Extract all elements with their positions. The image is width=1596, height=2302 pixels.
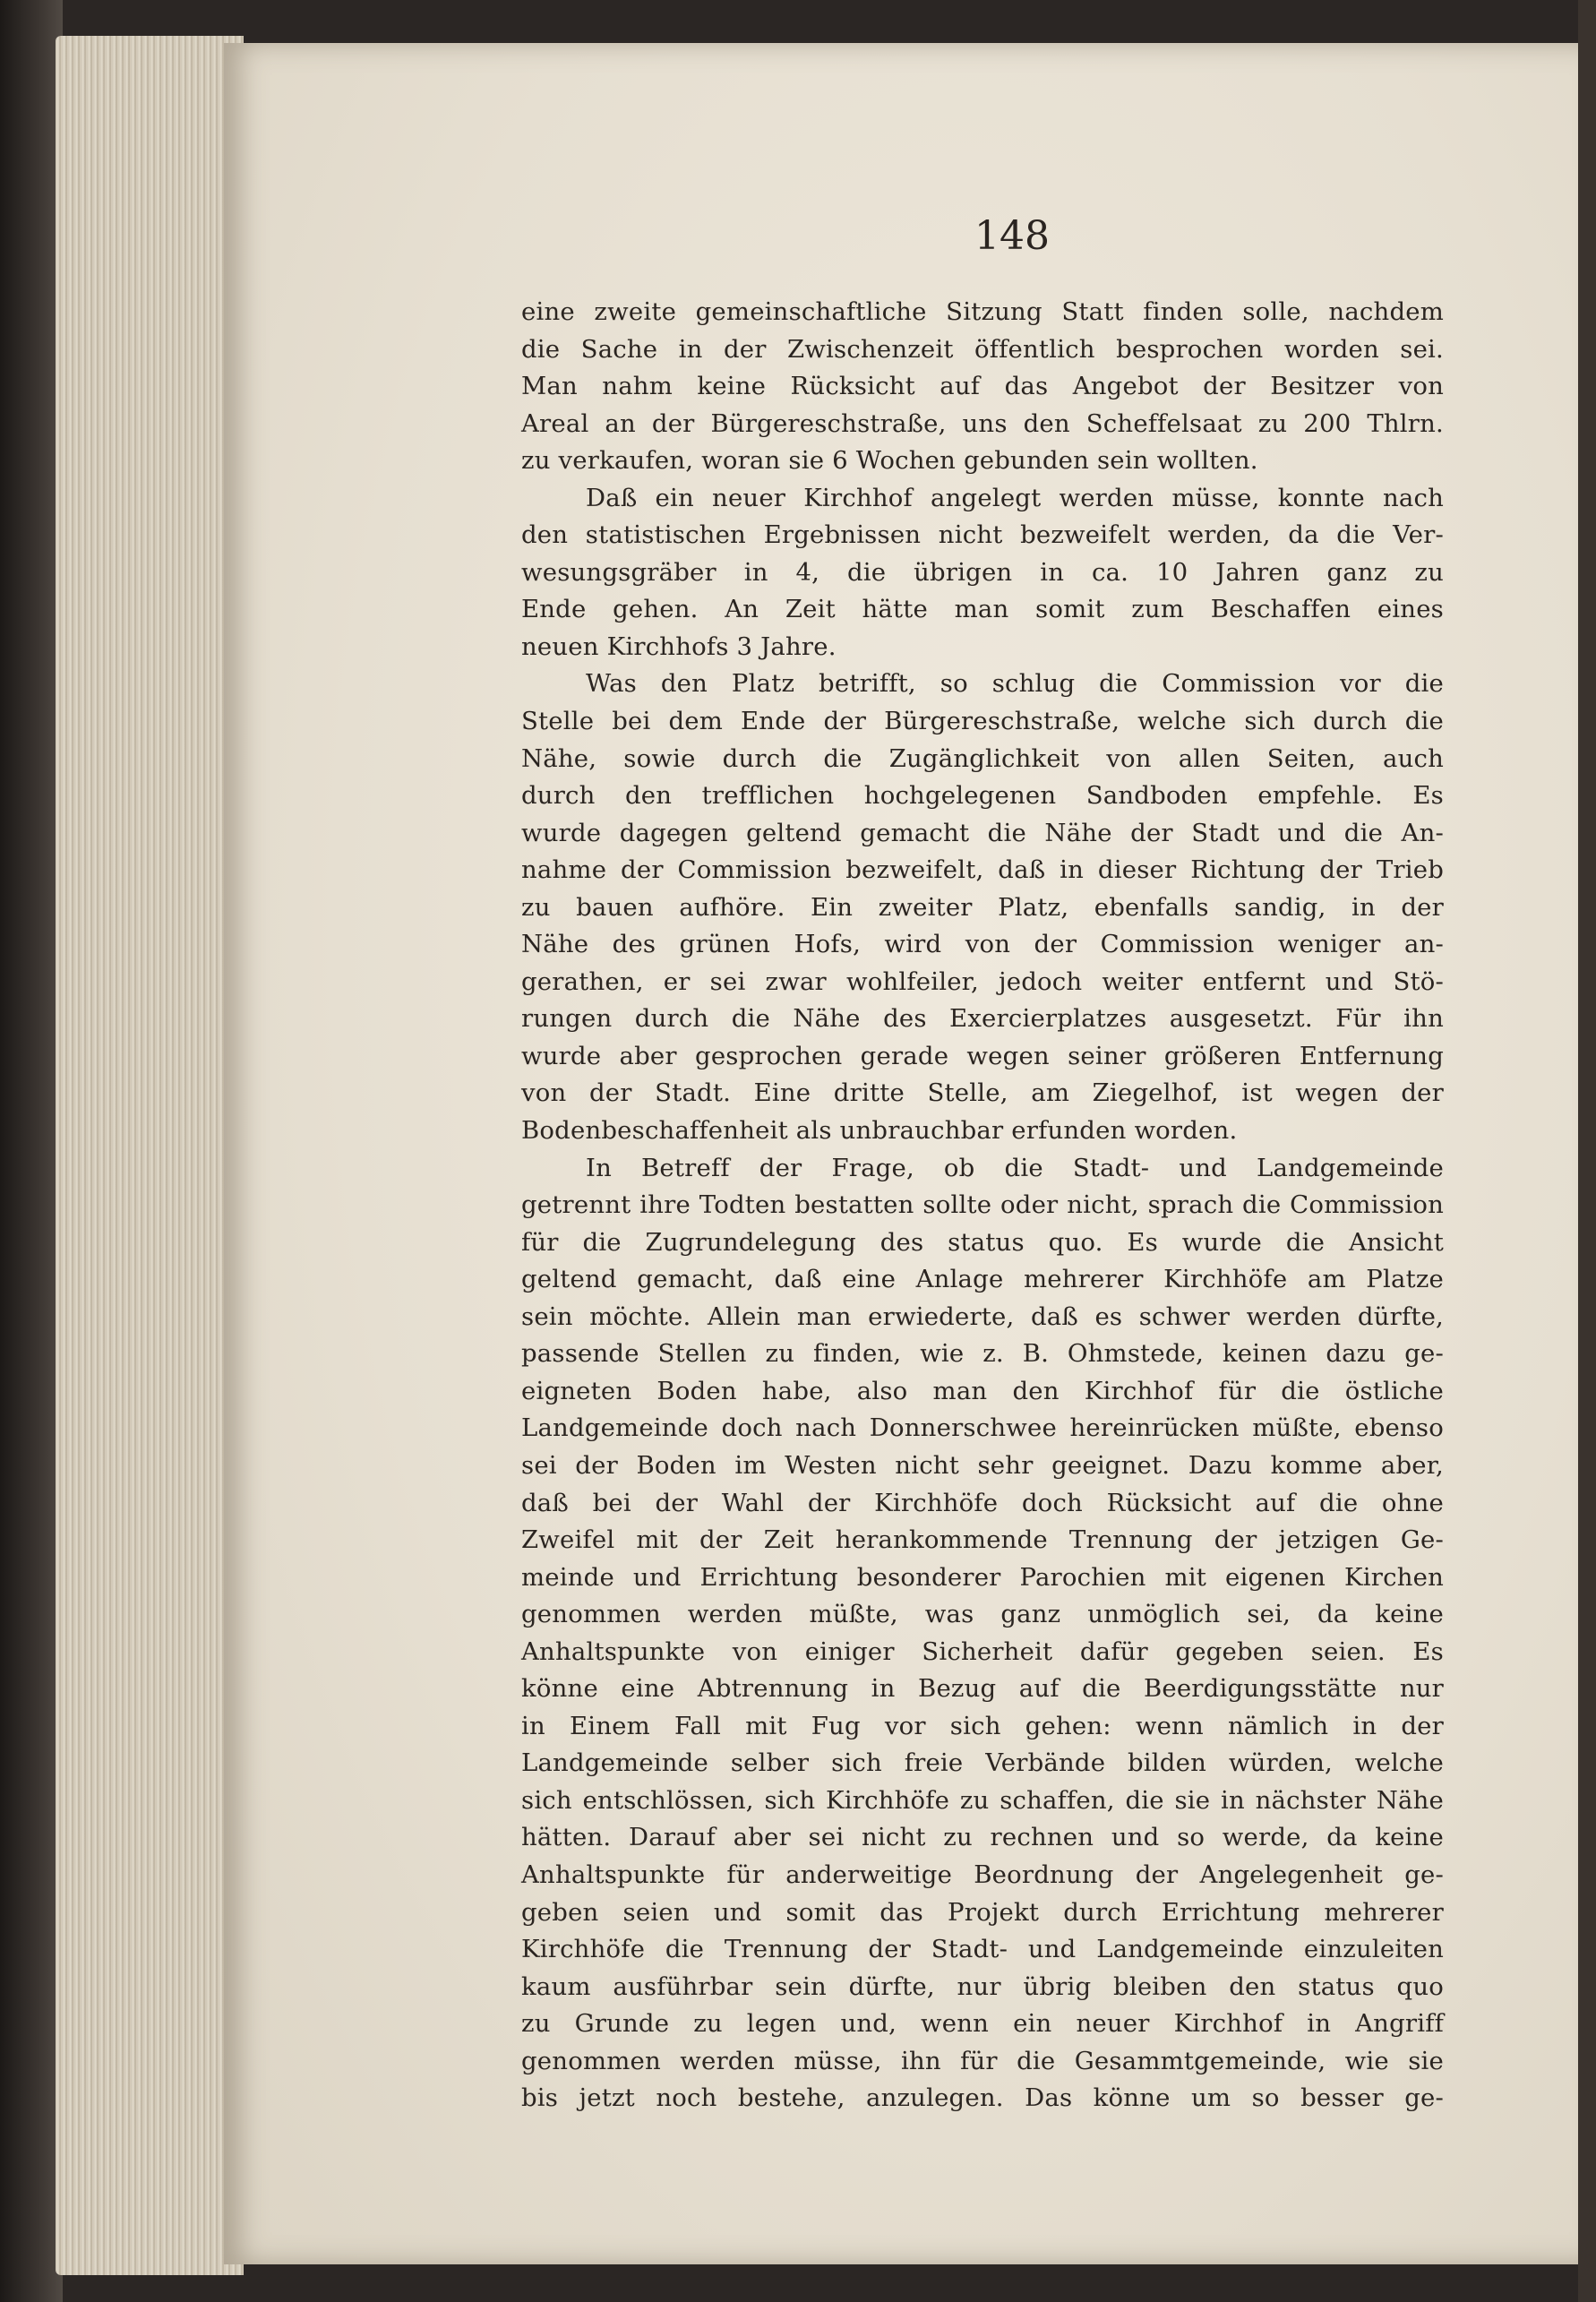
text-line: eine zweite gemeinschaftliche Sitzung Statt finden solle, nachdem	[521, 297, 1444, 326]
text-line: Anhaltspunkte für anderweitige Beordnung der Angelegenheit ge-	[521, 1860, 1444, 1889]
text-line: Areal an der Bürgereschstraße, uns den Scheffelsaat zu 200 Thlrn.	[521, 408, 1444, 438]
text-line: könne eine Abtrennung in Bezug auf die Beerdigungsstätte nur	[521, 1674, 1444, 1704]
text-line: Ende gehen. An Zeit hätte man somit zum Beschaffen eines	[521, 595, 1444, 624]
text-line: genommen werden müsse, ihn für die Gesammtgemeinde, wie sie	[521, 2046, 1444, 2075]
text-line: Landgemeinde selber sich freie Verbände bilden würden, welche	[521, 1748, 1444, 1778]
text-line: Man nahm keine Rücksicht auf das Angebot der Besitzer von	[521, 372, 1444, 401]
text-line: wurde dagegen geltend gemacht die Nähe der Stadt und die An-	[521, 818, 1444, 847]
text-line: sein möchte. Allein man erwiederte, daß es schwer werden dürfte,	[521, 1301, 1444, 1331]
text-line: meinde und Errichtung besonderer Parochien mit eigenen Kirchen	[521, 1562, 1444, 1592]
text-line: In Betreff der Frage, ob die Stadt- und Landgemeinde	[586, 1153, 1444, 1182]
paragraph	[521, 294, 1444, 480]
text-line: Anhaltspunkte von einiger Sicherheit dafür gegeben seien. Es	[521, 1636, 1444, 1666]
text-line: geltend gemacht, daß eine Anlage mehrerer Kirchhöfe am Platze	[521, 1265, 1444, 1294]
text-line: Nähe, sowie durch die Zugänglichkeit von allen Seiten, auch	[521, 743, 1444, 773]
body-text	[521, 294, 1444, 2117]
text-line: durch den trefflichen hochgelegenen Sandboden empfehle. Es	[521, 781, 1444, 811]
text-line: gerathen, er sei zwar wohlfeiler, jedoch weiter entfernt und Stö-	[521, 966, 1444, 996]
text-line: zu verkaufen, woran sie 6 Wochen gebunden sein wollten.	[521, 446, 1258, 476]
text-line: von der Stadt. Eine dritte Stelle, am Ziegelhof, ist wegen der	[521, 1078, 1444, 1108]
text-line: geben seien und somit das Projekt durch Errichtung mehrerer	[521, 1897, 1444, 1927]
text-line: Was den Platz betrifft, so schlug die Commission vor die	[586, 669, 1444, 699]
scan-border	[1578, 0, 1596, 2302]
text-line: zu Grunde zu legen und, wenn ein neuer Kirchhof in Angriff	[521, 2009, 1444, 2039]
text-line: Daß ein neuer Kirchhof angelegt werden müsse, konnte nach	[586, 483, 1444, 512]
paragraph	[521, 480, 1444, 666]
text-line: Kirchhöfe die Trennung der Stadt- und Landgemeinde einzuleiten	[521, 1935, 1444, 1964]
text-line: daß bei der Wahl der Kirchhöfe doch Rücksicht auf die ohne	[521, 1488, 1444, 1517]
text-line: kaum ausführbar sein dürfte, nur übrig bleiben den status quo	[521, 1971, 1444, 2001]
page-number: 148	[974, 213, 1050, 259]
text-line: Nähe des grünen Hofs, wird von der Commission weniger an-	[521, 930, 1444, 959]
text-line: rungen durch die Nähe des Exercierplatzes ausgesetzt. Für ihn	[521, 1004, 1444, 1034]
text-line: passende Stellen zu finden, wie z. B. Ohmstede, keinen dazu ge-	[521, 1339, 1444, 1369]
text-line: eigneten Boden habe, also man den Kirchhof für die östliche	[521, 1376, 1444, 1405]
text-line: getrennt ihre Todten bestatten sollte oder nicht, sprach die Commission	[521, 1190, 1444, 1220]
text-line: zu bauen aufhöre. Ein zweiter Platz, ebenfalls sandig, in der	[521, 892, 1444, 922]
page-edges	[56, 36, 244, 2275]
text-line: Bodenbeschaffenheit als unbrauchbar erfunden worden.	[521, 1116, 1238, 1146]
text-line: Zweifel mit der Zeit herankommende Trennung der jetzigen Ge-	[521, 1525, 1444, 1555]
text-line: sich entschlössen, sich Kirchhöfe zu schaffen, die sie in nächster Nähe	[521, 1785, 1444, 1815]
book-spine-edge	[0, 0, 63, 2302]
text-line: die Sache in der Zwischenzeit öffentlich besprochen worden sei.	[521, 334, 1444, 364]
text-line: bis jetzt noch bestehe, anzulegen. Das könne um so besser ge-	[521, 2083, 1444, 2113]
text-line: wesungsgräber in 4, die übrigen in ca. 10 Jahren ganz zu	[521, 557, 1444, 587]
text-line: den statistischen Ergebnissen nicht bezweifelt werden, da die Ver-	[521, 520, 1444, 550]
text-line: sei der Boden im Westen nicht sehr geeignet. Dazu komme aber,	[521, 1450, 1444, 1480]
text-line: in Einem Fall mit Fug vor sich gehen: wenn nämlich in der	[521, 1711, 1444, 1740]
text-line: Stelle bei dem Ende der Bürgereschstraße, welche sich durch die	[521, 707, 1444, 736]
paragraph	[521, 1150, 1444, 2117]
text-line: neuen Kirchhofs 3 Jahre.	[521, 631, 837, 661]
text-line: hätten. Darauf aber sei nicht zu rechnen und so werde, da keine	[521, 1823, 1444, 1852]
text-line: nahme der Commission bezweifelt, daß in dieser Richtung der Trieb	[521, 855, 1444, 885]
paragraph	[521, 666, 1444, 1149]
text-line: genommen werden müßte, was ganz unmöglich sei, da keine	[521, 1600, 1444, 1629]
text-line: wurde aber gesprochen gerade wegen seiner größeren Entfernung	[521, 1041, 1444, 1070]
text-line: für die Zugrundelegung des status quo. Es wurde die Ansicht	[521, 1227, 1444, 1257]
text-line: Landgemeinde doch nach Donnerschwee hereinrücken müßte, ebenso	[521, 1413, 1444, 1443]
